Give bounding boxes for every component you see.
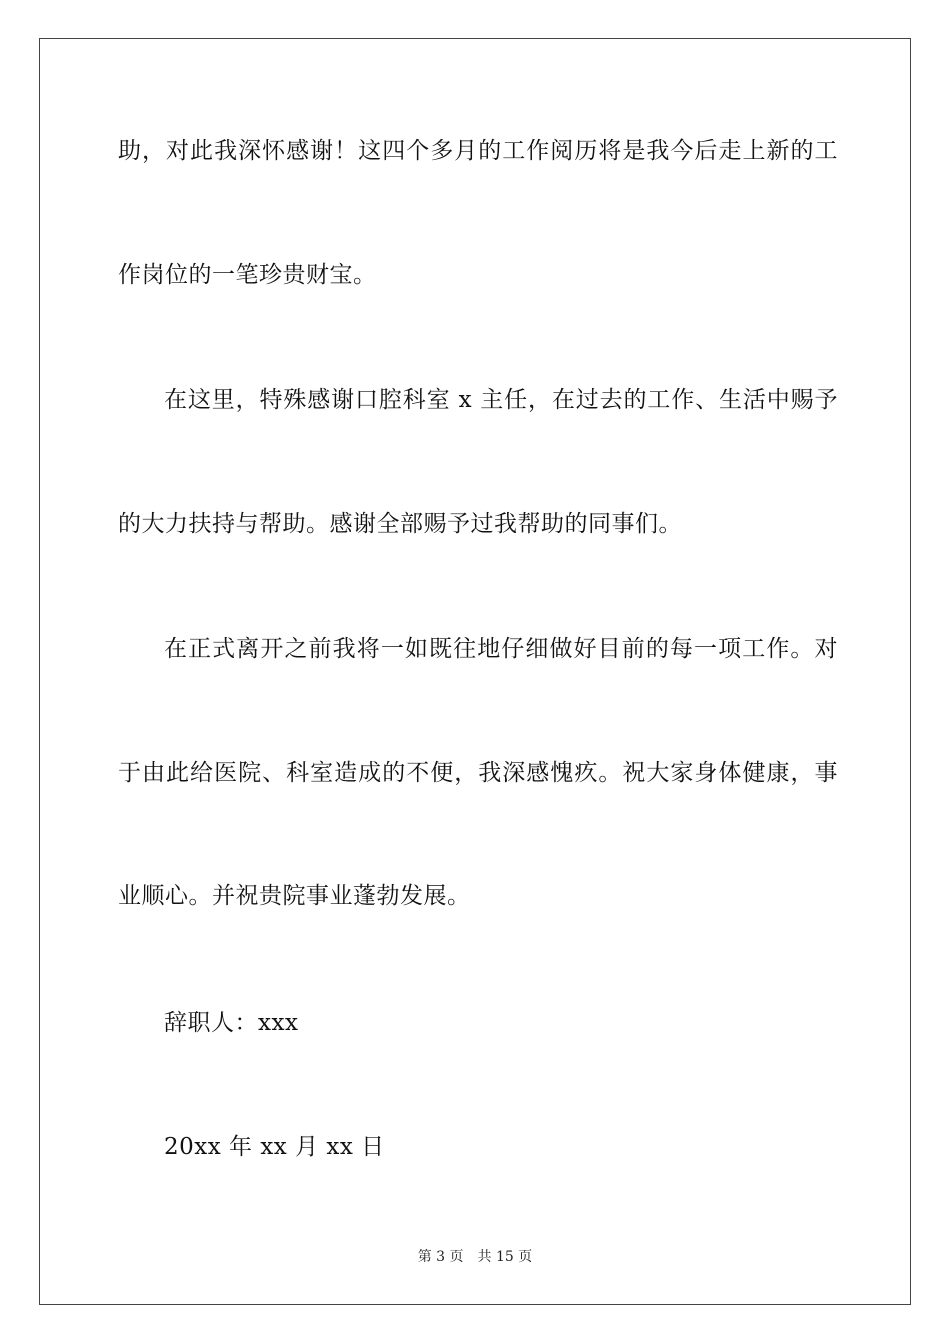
body-line-3: 在这里，特殊感谢口腔科室 x 主任，在过去的工作、生活中赐予 [164, 387, 838, 413]
body-line-5: 在正式离开之前我将一如既往地仔细做好目前的每一项工作。对 [164, 636, 838, 662]
page-number: 第 3 页 [417, 1249, 464, 1265]
body-line-7: 业顺心。并祝贵院事业蓬勃发展。 [118, 883, 471, 909]
page-footer [0, 1248, 950, 1266]
date-line: 20xx 年 xx 月 xx 日 [164, 1134, 385, 1160]
page-total: 共 15 页 [477, 1249, 533, 1265]
body-line-2: 作岗位的一笔珍贵财宝。 [118, 262, 377, 288]
page-frame [39, 38, 911, 1305]
signature-line: 辞职人：xxx [164, 1010, 299, 1036]
body-line-4: 的大力扶持与帮助。感谢全部赐予过我帮助的同事们。 [118, 511, 682, 537]
body-line-6: 于由此给医院、科室造成的不便，我深感愧疚。祝大家身体健康，事 [118, 760, 838, 786]
body-line-1: 助，对此我深怀感谢！这四个多月的工作阅历将是我今后走上新的工 [118, 138, 838, 164]
